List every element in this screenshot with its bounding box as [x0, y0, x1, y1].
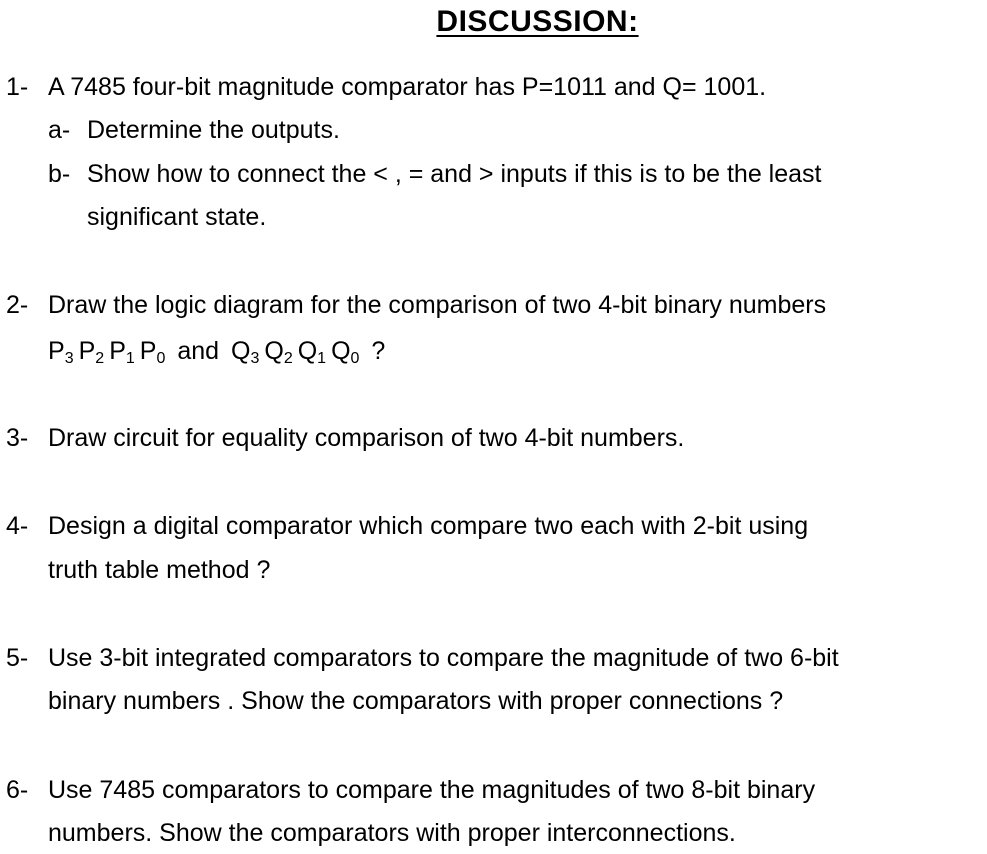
variable-p1: $P_1$ [109, 337, 135, 367]
part-letter: b- [48, 160, 71, 188]
variable-q3: $Q_3$ [231, 337, 260, 367]
question-number: 1- [6, 73, 29, 101]
and-word: and [177, 337, 220, 365]
question-number: 2- [6, 291, 29, 319]
question-text-continuation: binary numbers . Show the comparators with proper connections ? [48, 687, 784, 715]
question-mark: ? [371, 337, 386, 365]
question-text: Draw the logic diagram for the comparison of two 4-bit binary numbers [48, 291, 827, 319]
question-number: 5- [6, 644, 29, 672]
variable-q2: $Q_2$ [264, 337, 293, 367]
variable-p0: $P_0$ [139, 337, 166, 367]
question-text: Use 3-bit integrated comparators to compare the magnitude of two 6-bit [48, 644, 839, 672]
variables-line [48, 336, 385, 366]
question-text: Use 7485 comparators to compare the magnitudes of two 8-bit binary [48, 776, 816, 804]
question-text-continuation: numbers. Show the comparators with proper interconnections. [48, 819, 736, 847]
question-number: 3- [6, 424, 29, 452]
page-title: DISCUSSION: [436, 5, 639, 38]
question-number: 6- [6, 776, 29, 804]
variable-p3: $P_3$ [48, 337, 74, 367]
question-number: 4- [6, 512, 29, 540]
part-text: Show how to connect the < , = and > inputs if this is to be the least [87, 160, 822, 188]
part-text: Determine the outputs. [87, 116, 340, 144]
part-text-continuation: significant state. [87, 203, 267, 231]
question-text: A 7485 four-bit magnitude comparator has P=1011 and Q= 1001. [48, 73, 767, 101]
variable-q0: $Q_0$ [331, 337, 360, 367]
question-text-continuation: truth table method ? [48, 556, 271, 584]
question-text: Design a digital comparator which compare two each with 2-bit using [48, 512, 809, 540]
question-text: Draw circuit for equality comparison of two 4-bit numbers. [48, 424, 685, 452]
part-letter: a- [48, 116, 71, 144]
variable-p2: $P_2$ [78, 337, 105, 367]
variable-q1: $Q_1$ [297, 337, 327, 367]
